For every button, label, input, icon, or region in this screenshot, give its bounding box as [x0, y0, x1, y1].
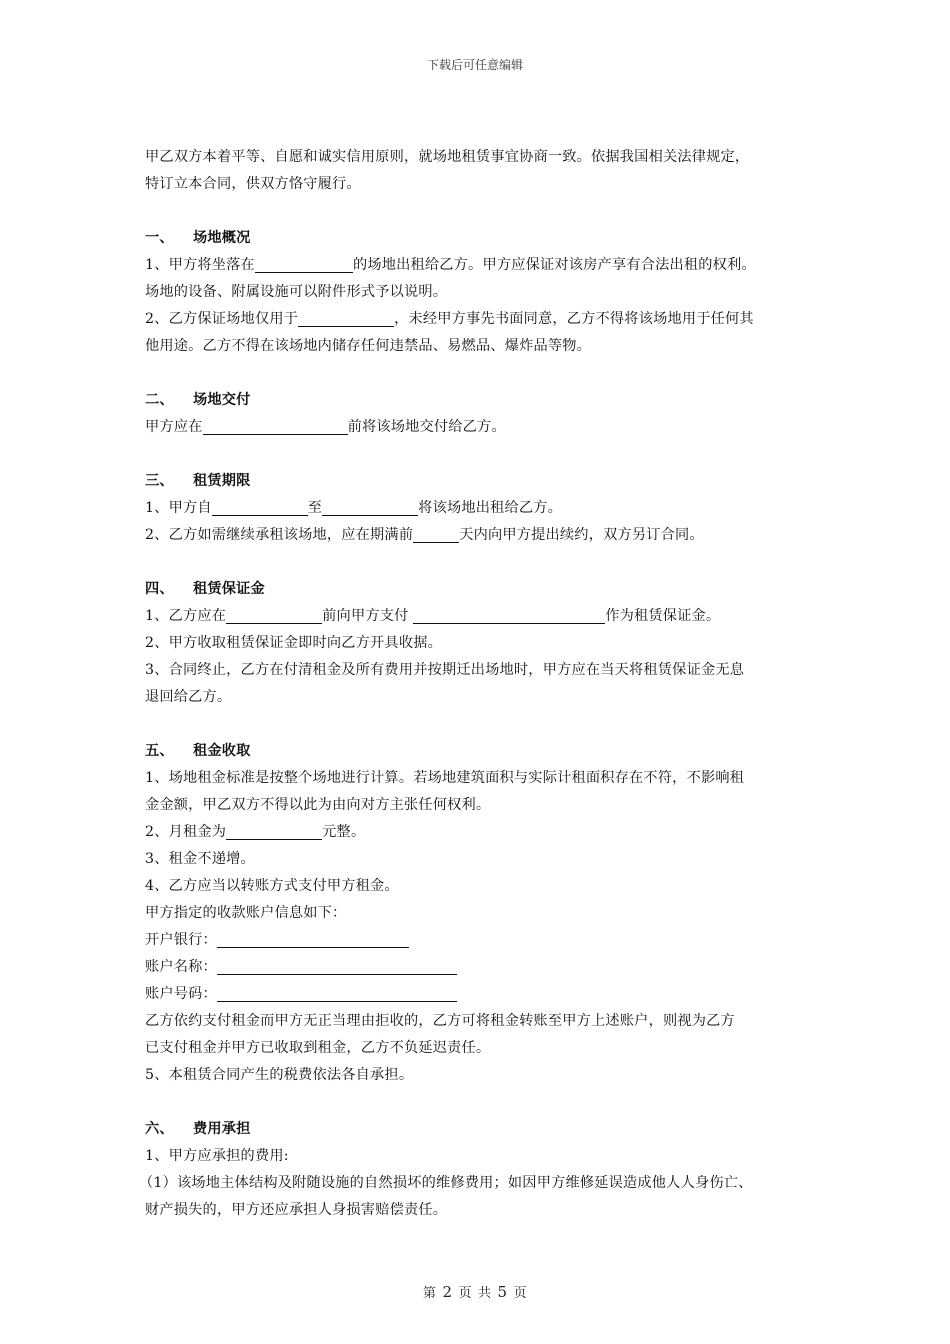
clause-line: 已支付租金并甲方已收取到租金，乙方不负延迟责任。	[145, 1040, 491, 1056]
clause-line: 1、乙方应在 前向甲方支付 作为租赁保证金。	[145, 608, 721, 624]
clause-line: 3、合同终止，乙方在付清租金及所有费用并按期迁出场地时，甲方应在当天将租赁保证金无息	[145, 662, 745, 678]
section-lease-term	[145, 468, 817, 549]
clause-line: 甲方指定的收款账户信息如下：	[145, 905, 347, 921]
section-rent-collection	[145, 738, 817, 1089]
clause-line: 甲方应在 前将该场地交付给乙方。	[145, 419, 506, 435]
clause-line: 他用途。乙方不得在该场地内储存任何违禁品、易燃品、爆炸品等物。	[145, 338, 592, 354]
section-heading: 六、 费用承担	[145, 1121, 251, 1137]
clause-line: 3、租金不递增。	[145, 851, 255, 867]
clause-line: 账户名称：	[145, 954, 817, 981]
clause-line: 2、乙方保证场地仅用于 ，未经甲方事先书面同意，乙方不得将该场地用于任何其	[145, 311, 754, 327]
clause-line: 4、乙方应当以转账方式支付甲方租金。	[145, 878, 399, 894]
intro-line: 特订立本合同，供双方恪守履行。	[145, 176, 361, 192]
section-deposit	[145, 576, 817, 711]
end-date-blank[interactable]	[322, 498, 418, 516]
clause-line: 乙方依约支付租金而甲方无正当理由拒收的，乙方可将租金转账至甲方上述账户，则视为乙方	[145, 1013, 735, 1029]
clause-line: （1）该场地主体结构及附随设施的自然损坏的维修费用；如因甲方维修延误造成他人人身伤亡、	[139, 1175, 753, 1191]
clause-line: 账户号码：	[145, 981, 817, 1008]
clause-line: 1、甲方将坐落在 的场地出租给乙方。甲方应保证对该房产享有合法出租的权利。	[145, 257, 756, 273]
section-heading: 三、 租赁期限	[145, 473, 251, 489]
section-heading: 四、 租赁保证金	[145, 581, 265, 597]
section-site-delivery	[145, 387, 817, 441]
clause-line: 1、甲方应承担的费用:	[145, 1148, 289, 1164]
section-heading: 五、 租金收取	[145, 743, 251, 759]
clause-line: 1、甲方自 至 将该场地出租给乙方。	[145, 500, 563, 516]
usage-blank[interactable]	[298, 309, 394, 327]
total-page-count: 5	[497, 1283, 508, 1301]
intro-line: 甲乙双方本着平等、自愿和诚实信用原则，就场地租赁事宜协商一致。依据我国相关法律规定，	[145, 149, 750, 165]
clause-line: 2、乙方如需继续承租该场地，应在期满前 天内向甲方提出续约，双方另订合同。	[145, 527, 704, 543]
clause-line: 退回给乙方。	[145, 689, 232, 705]
clause-line: 2、甲方收取租赁保证金即时向乙方开具收据。	[145, 635, 442, 651]
current-page-number: 2	[442, 1283, 453, 1301]
account-number-blank[interactable]	[217, 984, 457, 1002]
account-name-blank[interactable]	[217, 957, 457, 975]
clause-line: 财产损失的，甲方还应承担人身损害赔偿责任。	[145, 1202, 448, 1218]
section-heading: 二、 场地交付	[145, 392, 251, 408]
deposit-amount-blank[interactable]	[413, 606, 605, 624]
section-cost-bearing	[139, 1116, 817, 1224]
clause-line: 开户银行：	[145, 927, 817, 954]
bank-name-blank[interactable]	[217, 930, 409, 948]
clause-line: 1、场地租金标准是按整个场地进行计算。若场地建筑面积与实际计租面积存在不符，不影响租	[145, 770, 745, 786]
page-header: 下载后可任意编辑	[426, 58, 523, 72]
monthly-rent-blank[interactable]	[226, 822, 322, 840]
deposit-date-blank[interactable]	[226, 606, 322, 624]
clause-line: 2、月租金为 元整。	[145, 824, 366, 840]
location-blank[interactable]	[255, 255, 353, 273]
section-site-overview	[145, 225, 817, 360]
page-footer: 第 2 页 共 5 页	[422, 1283, 528, 1301]
clause-line: 金金额，甲乙双方不得以此为由向对方主张任何权利。	[145, 797, 491, 813]
contract-body	[139, 144, 817, 1224]
clause-line: 场地的设备、附属设施可以附件形式予以说明。	[145, 284, 448, 300]
clause-line: 5、本租赁合同产生的税费依法各自承担。	[145, 1067, 414, 1083]
renewal-days-blank[interactable]	[413, 525, 459, 543]
section-heading: 一、 场地概况	[145, 230, 251, 246]
start-date-blank[interactable]	[212, 498, 308, 516]
delivery-date-blank[interactable]	[203, 417, 348, 435]
